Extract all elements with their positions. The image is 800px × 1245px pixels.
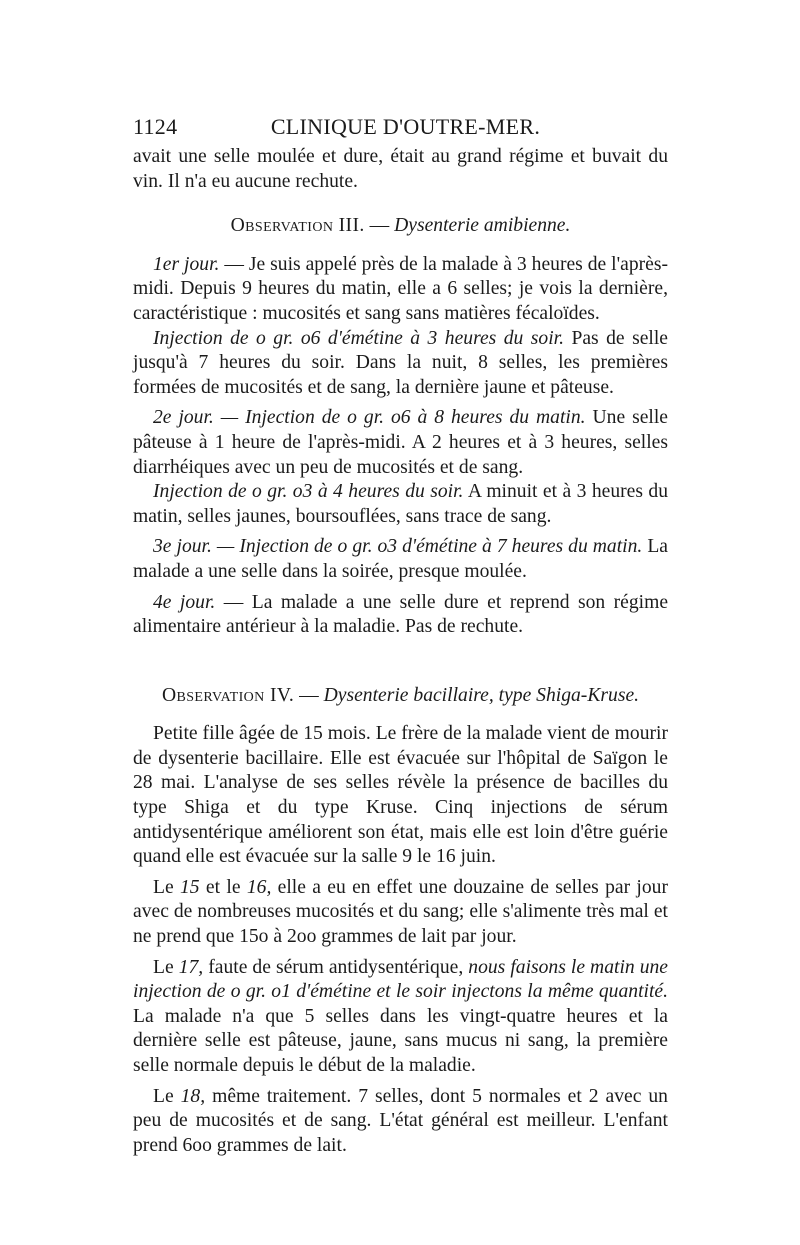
observation-label: Observation IV. (161, 684, 295, 706)
paragraph-injection-1: Injection de o gr. o6 d'émétine à 3 heures du soir. Pas de selle jusqu'à 7 heures du soir. Dans la nuit, 8 selles, les premières formées de mucosités et de sang, la dernière jaune et pâteuse. (133, 327, 668, 398)
paragraph-day-1: 1er jour. — Je suis appelé près de la malade à 3 heures de l'après-midi. Depuis 9 heures du matin, elle a 6 selles; je vois la dernière, caractéristique : mucosités et sang sans matières fécaloïdes. (133, 253, 669, 324)
paragraph-injection-2: Injection de o gr. o3 à 4 heures du soir. A minuit et à 3 heures du matin, selles jaunes, boursouflées, sans trace de sang. (133, 481, 668, 527)
paragraph-continuation: avait une selle moulée et dure, était au grand régime et buvait du vin. Il n'a eu aucune rechute. (133, 146, 668, 192)
observation-3-heading: Observation III. — Dysenterie amibienne. (230, 215, 571, 237)
paragraph-day-17: Le 17, faute de sérum antidysentérique, nous faisons le matin une injection de o gr. o1 d'émétine et le soir injectons la même quantité. La malade n'a que 5 selles dans les vingt-quatre heures et la dernière selle est pâteuse, jaune, sans mucus ni sang, la première selle normale depuis le début de la maladie. (133, 956, 668, 1076)
paragraph-day-18: Le 18, même traitement. 7 selles, dont 5 normales et 2 avec un peu de mucosités et de sang. L'état général est meilleur. L'enfant prend 6oo grammes de lait. (133, 1085, 668, 1156)
page-body (133, 145, 668, 1158)
observation-subtitle: Dysenterie amibienne. (394, 215, 571, 237)
paragraph-days-15-16: Le 15 et le 16, elle a eu en effet une douzaine de selles par jour avec de nombreuses mucosités et du sang; elle s'alimente très mal et ne prend que 15o à 2oo grammes de lait par jour. (133, 876, 668, 948)
observation-label: Observation III. (230, 215, 365, 237)
page-number: 1124 (133, 114, 178, 139)
observation-4-heading: Observation IV. — Dysenterie bacillaire, type Shiga-Kruse. (161, 684, 640, 706)
paragraph-case-intro: Petite fille âgée de 15 mois. Le frère de la malade vient de mourir de dysenterie bacillaire. Elle est évacuée sur l'hôpital de Saïgon le 28 mai. L'analyse de ses selles révèle la présence de bacilles du type Shiga et du type Kruse. Cinq injections de sérum antidysentérique améliorent son état, mais elle est loin d'être guérie quand elle est évacuée sur la salle 9 le 16 juin. (133, 723, 668, 868)
paragraph-day-2: 2e jour. — Injection de o gr. o6 à 8 heures du matin. Une selle pâteuse à 1 heure de l'après-midi. A 2 heures et à 3 heures, selles diarrhéiques avec un peu de mucosités et de sang. (133, 407, 668, 478)
paragraph-day-3: 3e jour. — Injection de o gr. o3 d'émétine à 7 heures du matin. La malade a une selle dans la soirée, presque moulée. (133, 536, 668, 582)
observation-subtitle: Dysenterie bacillaire, type Shiga-Kruse. (323, 684, 640, 706)
running-title: CLINIQUE D'OUTRE-MER. (270, 114, 541, 139)
paragraph-day-4: 4e jour. — La malade a une selle dure et reprend son régime alimentaire antérieur à la maladie. Pas de rechute. (133, 591, 669, 638)
